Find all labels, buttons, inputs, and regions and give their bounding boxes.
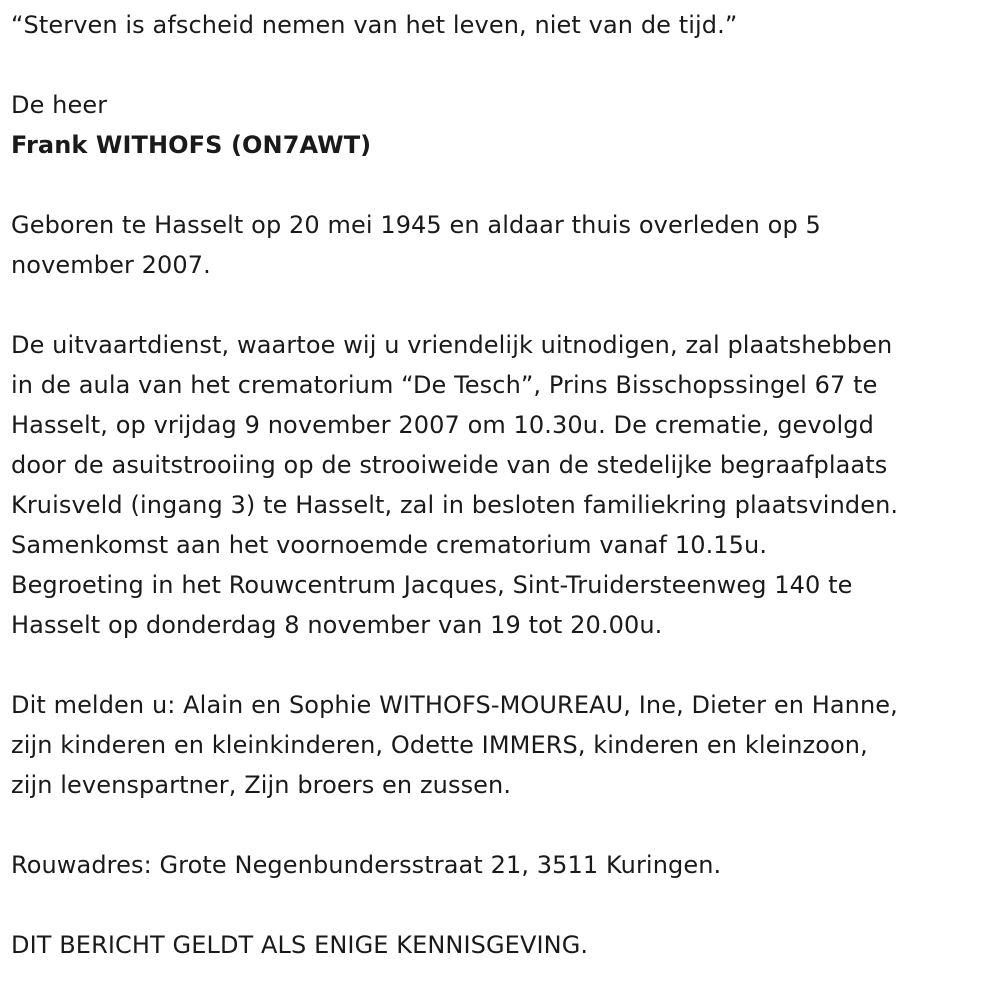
birth-death-paragraph <box>11 205 986 285</box>
closing-text: DIT BERICHT GELDT ALS ENIGE KENNISGEVING. <box>11 931 589 959</box>
paragraph-line: door de asuitstrooiing op de strooiweide van de stedelijke begraafplaats <box>11 451 888 479</box>
deceased-name <box>11 125 986 165</box>
paragraph-line: in de aula van het crematorium “De Tesch”, Prins Bisschopssingel 67 te <box>11 371 878 399</box>
paragraph-line: Samenkomst aan het voornoemde crematorium vanaf 10.15u. <box>11 531 768 559</box>
paragraph-line: Dit melden u: Alain en Sophie WITHOFS-MOUREAU, Ine, Dieter en Hanne, <box>11 691 898 719</box>
quote-line <box>11 5 986 45</box>
spacer <box>11 645 986 685</box>
quote-text: “Sterven is afscheid nemen van het leven, niet van de tijd.” <box>11 11 738 39</box>
salutation <box>11 85 986 125</box>
spacer <box>11 805 986 845</box>
spacer <box>11 285 986 325</box>
paragraph-line: Geboren te Hasselt op 20 mei 1945 en aldaar thuis overleden op 5 <box>11 211 821 239</box>
address-text: Rouwadres: Grote Negenbundersstraat 21, 3511 Kuringen. <box>11 851 722 879</box>
paragraph-line: Hasselt, op vrijdag 9 november 2007 om 10.30u. De crematie, gevolgd <box>11 411 874 439</box>
paragraph-line: Kruisveld (ingang 3) te Hasselt, zal in besloten familiekring plaatsvinden. <box>11 491 899 519</box>
closing-statement <box>11 925 986 965</box>
mourning-address <box>11 845 986 885</box>
paragraph-line: Hasselt op donderdag 8 november van 19 tot 20.00u. <box>11 611 663 639</box>
salutation-text: De heer <box>11 91 108 119</box>
spacer <box>11 885 986 925</box>
ceremony-paragraph <box>11 325 986 645</box>
deceased-name-text: Frank WITHOFS (ON7AWT) <box>11 131 372 159</box>
spacer <box>11 45 986 85</box>
paragraph-line: november 2007. <box>11 251 211 279</box>
paragraph-line: zijn levenspartner, Zijn broers en zussen. <box>11 771 512 799</box>
spacer <box>11 165 986 205</box>
paragraph-line: zijn kinderen en kleinkinderen, Odette IMMERS, kinderen en kleinzoon, <box>11 731 868 759</box>
paragraph-line: De uitvaartdienst, waartoe wij u vriendelijk uitnodigen, zal plaatshebben <box>11 331 893 359</box>
family-paragraph <box>11 685 986 805</box>
paragraph-line: Begroeting in het Rouwcentrum Jacques, Sint-Truidersteenweg 140 te <box>11 571 853 599</box>
obituary-notice <box>11 5 986 965</box>
